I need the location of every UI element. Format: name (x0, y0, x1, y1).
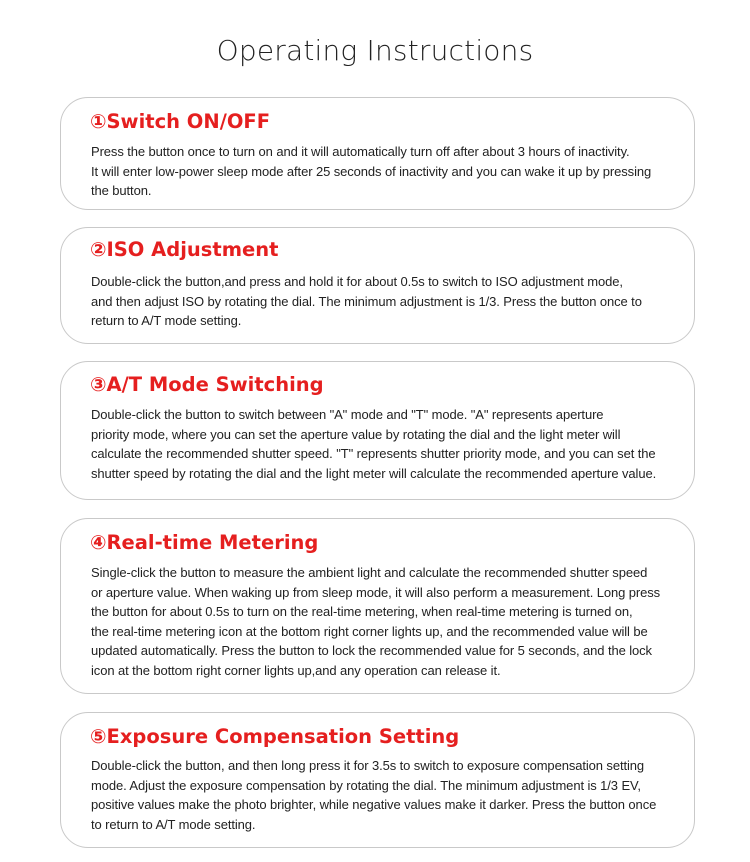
body-line: the button. (91, 183, 152, 198)
section-body (91, 756, 691, 834)
body-line: updated automatically. Press the button to lock the recommended value for 5 seconds, and the lock (91, 643, 652, 658)
section-card-at-mode-switching (60, 361, 695, 500)
section-body (91, 272, 691, 331)
section-body (91, 563, 691, 680)
body-line: Press the button once to turn on and it will automatically turn off after about 3 hours of inactivity. (91, 144, 630, 159)
section-heading: ⑤Exposure Compensation Setting (90, 725, 460, 748)
body-line: Double-click the button, and then long press it for 3.5s to switch to exposure compensation setting (91, 758, 645, 773)
body-line: Single-click the button to measure the ambient light and calculate the recommended shutter speed (91, 565, 648, 580)
body-line: the real-time metering icon at the bottom right corner lights up, and the recommended value will be (91, 623, 648, 639)
section-heading: ①Switch ON/OFF (90, 110, 271, 133)
body-line: Double-click the button,and press and hold it for about 0.5s to switch to ISO adjustment mode, (91, 274, 623, 289)
section-heading: ④Real-time Metering (90, 531, 319, 554)
section-body (91, 405, 691, 483)
page-title: Operating Instructions (216, 34, 534, 67)
body-line: Double-click the button to switch between "A" mode and "T" mode. "A" represents aperture (91, 407, 604, 422)
body-line: It will enter low-power sleep mode after 25 seconds of inactivity and you can wake it up by pressing (91, 163, 652, 179)
section-body (91, 142, 691, 201)
body-line: to return to A/T mode setting. (91, 816, 256, 832)
body-line: shutter speed by rotating the dial and the light meter will calculate the recommended aperture value. (91, 465, 657, 481)
body-line: positive values make the photo brighter, while negative values make it darker. Press the button once (91, 797, 657, 812)
body-line: icon at the bottom right corner lights up,and any operation can release it. (91, 662, 501, 678)
section-card-iso-adjustment (60, 227, 695, 344)
body-line: the button for about 0.5s to turn on the real-time metering, when real-time metering is turned on, (91, 604, 633, 619)
section-card-switch-on-off (60, 97, 695, 210)
section-heading: ②ISO Adjustment (90, 238, 279, 261)
body-line: calculate the recommended shutter speed. "T" represents shutter priority mode, and you can set the (91, 446, 656, 461)
body-line: mode. Adjust the exposure compensation by rotating the dial. The minimum adjustment is 1/3 EV, (91, 777, 641, 793)
section-heading: ③A/T Mode Switching (90, 373, 324, 396)
body-line: return to A/T mode setting. (91, 313, 242, 328)
section-card-exposure-compensation (60, 712, 695, 848)
body-line: priority mode, where you can set the aperture value by rotating the dial and the light meter will (91, 426, 621, 442)
section-card-real-time-metering (60, 518, 695, 694)
body-line: or aperture value. When waking up from sleep mode, it will also perform a measurement. Long press (91, 584, 661, 600)
body-line: and then adjust ISO by rotating the dial. The minimum adjustment is 1/3. Press the button once to (91, 293, 642, 309)
